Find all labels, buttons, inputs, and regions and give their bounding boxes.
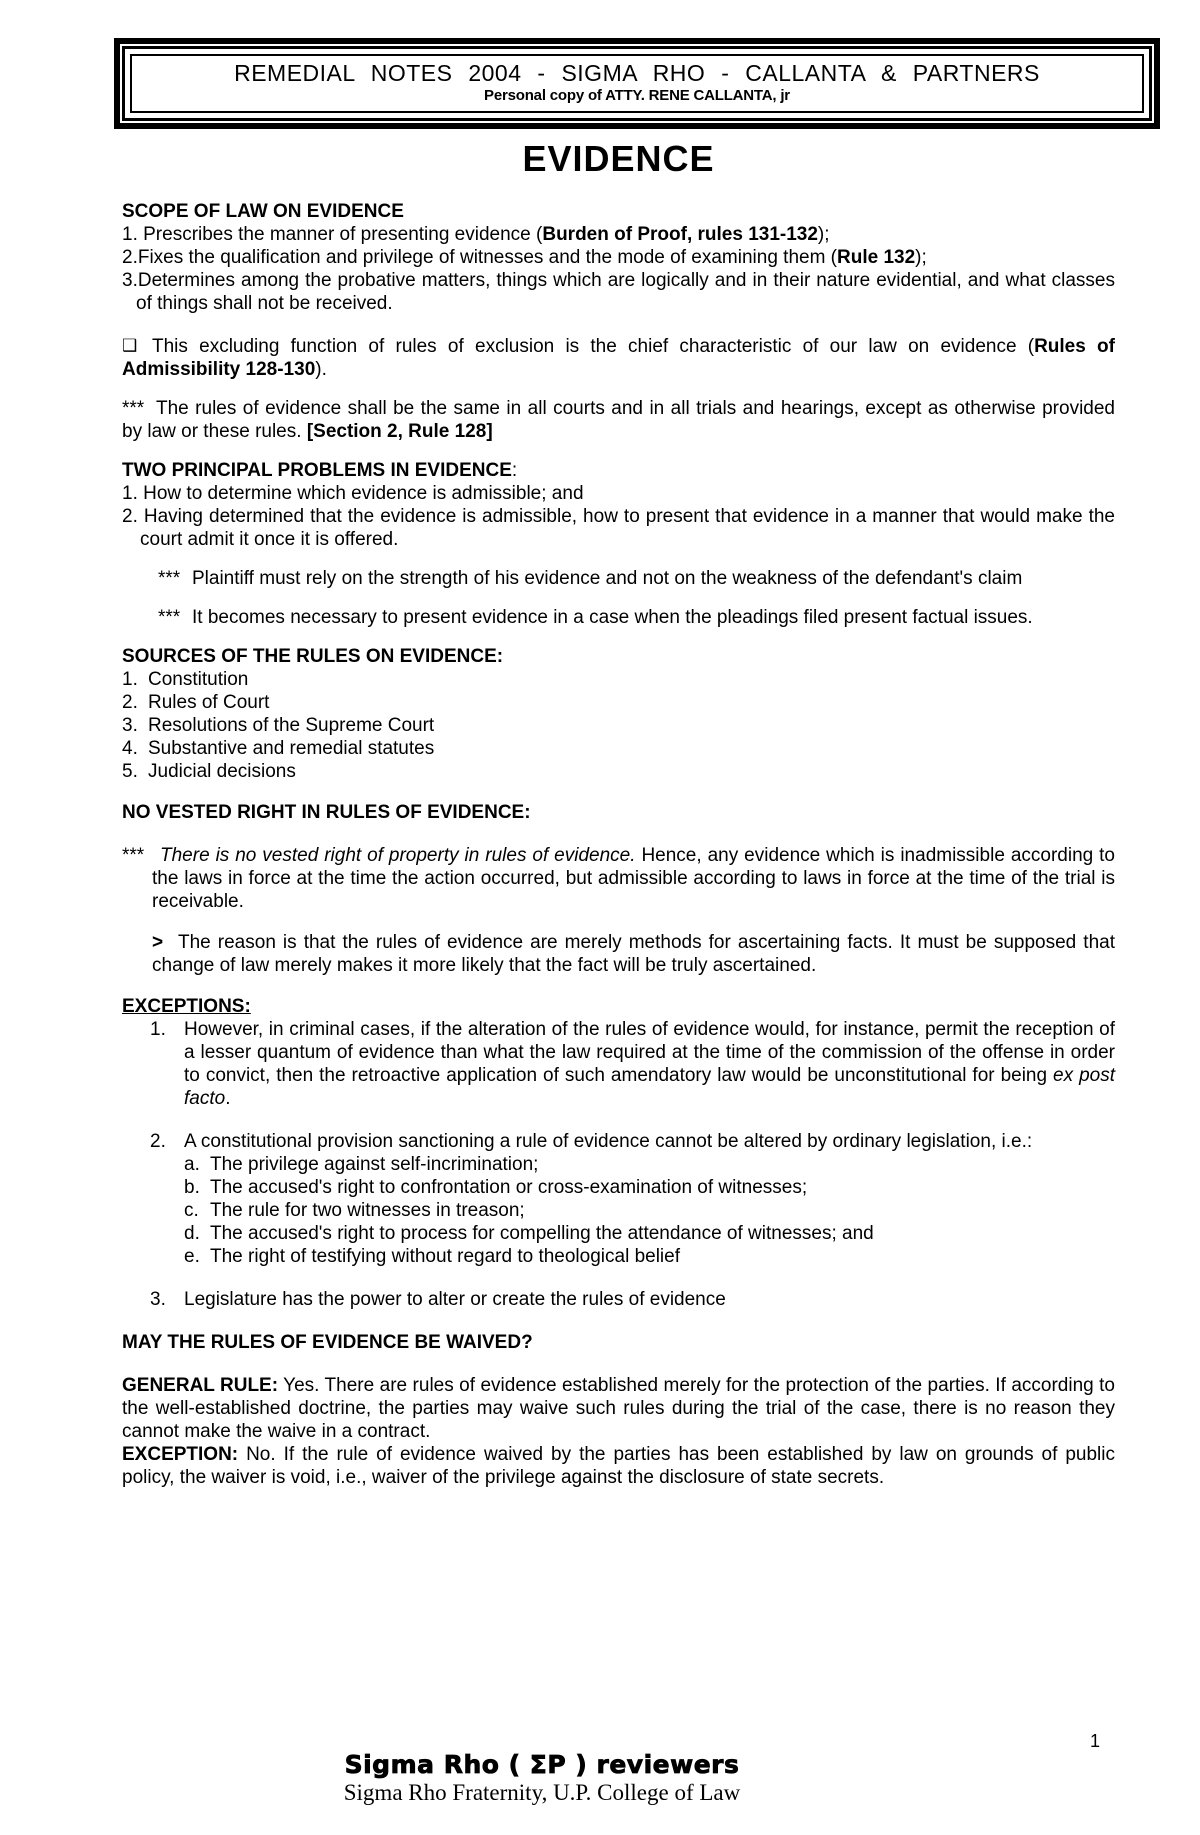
exceptions-subitem-text: The accused's right to process for compelling the attendance of witnesses; and — [210, 1223, 874, 1244]
item-number: 3. — [150, 1289, 166, 1310]
header-banner-mid — [122, 46, 1152, 121]
item-number: 5. — [122, 761, 138, 782]
item-number: 4. — [122, 738, 138, 759]
no-vested-note-text: Hence, any evidence which is inadmissible according to the laws in force at the time the action occurred, but admissible according to laws in force at the time of the trial is receivable. — [152, 845, 1115, 912]
heading-colon: : — [511, 460, 518, 481]
item-letter: d. — [184, 1223, 200, 1244]
source-item — [122, 714, 1115, 737]
source-item — [122, 691, 1115, 714]
no-vested-reason — [152, 931, 1115, 977]
two-problems-item-1: 1. How to determine which evidence is admissible; and — [122, 483, 584, 504]
no-vested-note — [122, 844, 1115, 913]
italic-phrase: ex post facto — [184, 1065, 1115, 1109]
excluding-text: This excluding function of rules of exclusion is the chief characteristic of our law on evidence ( — [152, 336, 1035, 357]
source-item-text: Rules of Court — [148, 692, 270, 713]
excluding-paragraph — [122, 335, 1115, 381]
exception-text: No. If the rule of evidence waived by the parties has been established by law on grounds of public policy, the waiver is void, i.e., waiver of the privilege against the disclosure of state secrets. — [122, 1444, 1115, 1488]
page-footer — [122, 1750, 962, 1807]
scope-item-1-end: ); — [817, 224, 830, 245]
source-item-text: Judicial decisions — [148, 761, 296, 782]
scope-heading: SCOPE OF LAW ON EVIDENCE — [122, 201, 404, 222]
item-number: 3. — [122, 715, 138, 736]
exceptions-subitem-text: The rule for two witnesses in treason; — [210, 1200, 525, 1221]
no-vested-heading: NO VESTED RIGHT IN RULES OF EVIDENCE: — [122, 802, 531, 823]
sources-heading: SOURCES OF THE RULES ON EVIDENCE: — [122, 646, 504, 667]
source-item-text: Constitution — [148, 669, 249, 690]
asterisk-marker: *** — [122, 845, 145, 866]
item-number: 1. — [150, 1019, 166, 1040]
source-item-text: Substantive and remedial statutes — [148, 738, 435, 759]
footer-organization: Sigma Rho Fraternity, U.P. College of Law — [343, 1780, 741, 1805]
header-title: REMEDIAL NOTES 2004 - SIGMA RHO - CALLANTA & PARTNERS — [234, 60, 1040, 86]
italic-phrase: There is no vested right of property in rules of evidence. — [160, 845, 636, 866]
bold-ref: Rules of Admissibility 128-130 — [122, 336, 1115, 380]
waiver-heading: MAY THE RULES OF EVIDENCE BE WAIVED? — [122, 1332, 533, 1353]
item-letter: e. — [184, 1246, 200, 1267]
item-letter: c. — [184, 1200, 199, 1221]
scope-item-2-text: 2.Fixes the qualification and privilege of witnesses and the mode of examining them ( — [122, 247, 838, 268]
source-item — [122, 668, 1115, 691]
exceptions-item-2 — [122, 1130, 1115, 1153]
note-plaintiff — [122, 567, 1115, 590]
scope-item-2 — [122, 246, 1115, 269]
header-subtitle: Personal copy of ATTY. RENE CALLANTA, jr — [484, 87, 790, 104]
exceptions-subitem-text: The accused's right to confrontation or cross-examination of witnesses; — [210, 1177, 808, 1198]
item-number: 2. — [122, 692, 138, 713]
general-rule-text: Yes. There are rules of evidence established merely for the protection of the parties. If according to the well-established doctrine, the parties may waive such rules during the trial of the case, there is no reason they cannot make the waive in a contract. — [122, 1375, 1115, 1442]
exceptions-subitem — [184, 1153, 1115, 1176]
two-problems-heading — [122, 459, 1115, 482]
asterisk-marker: *** — [122, 398, 145, 419]
item-number: 1. — [122, 669, 138, 690]
scope-item-2-end: ); — [915, 247, 927, 268]
arrow-marker: > — [152, 932, 164, 953]
general-rule-label: GENERAL RULE: — [122, 1375, 279, 1396]
exception-paragraph — [122, 1443, 1115, 1489]
bold-ref: Burden of Proof, rules 131-132 — [542, 224, 818, 245]
page-title: EVIDENCE — [522, 138, 715, 179]
ballot-box-icon: ❑ — [122, 336, 138, 355]
exceptions-subitem-text: The privilege against self-incrimination; — [210, 1154, 539, 1175]
item-letter: a. — [184, 1154, 200, 1175]
source-item — [122, 737, 1115, 760]
bold-ref: Rule 132 — [837, 247, 916, 268]
item-number: 2. — [150, 1131, 166, 1152]
exceptions-item-1 — [122, 1018, 1115, 1110]
same-courts-text: The rules of evidence shall be the same in all courts and in all trials and hearings, except as otherwise provided by law or these rules. — [122, 398, 1115, 442]
exception-label: EXCEPTION: — [122, 1444, 239, 1465]
scope-item-1 — [122, 223, 1115, 246]
excluding-end: ). — [315, 359, 327, 380]
asterisk-marker: *** — [158, 568, 181, 589]
exceptions-subitem — [184, 1245, 1115, 1268]
item-letter: b. — [184, 1177, 200, 1198]
two-problems-item-2: 2. Having determined that the evidence is admissible, how to present that evidence in a manner that would make the court admit it once it is offered. — [122, 506, 1115, 550]
exceptions-item-3 — [122, 1288, 1115, 1311]
two-problems-heading-text: TWO PRINCIPAL PROBLEMS IN EVIDENCE — [122, 460, 512, 481]
note-pleadings — [122, 606, 1115, 629]
exceptions-heading: EXCEPTIONS: — [122, 996, 251, 1017]
source-item-text: Resolutions of the Supreme Court — [148, 715, 435, 736]
exceptions-item-2-text: A constitutional provision sanctioning a rule of evidence cannot be altered by ordinary legislation, i.e.: — [184, 1131, 1033, 1152]
source-item — [122, 760, 1115, 783]
note-plaintiff-text: Plaintiff must rely on the strength of his evidence and not on the weakness of the defendant's claim — [192, 568, 1023, 589]
footer-brand: Sigma Rho ( ΣP ) reviewers — [344, 1750, 740, 1779]
exceptions-subitem — [184, 1222, 1115, 1245]
bold-ref: [Section 2, Rule 128] — [306, 421, 493, 442]
same-courts-note — [122, 397, 1115, 443]
no-vested-reason-text: The reason is that the rules of evidence are merely methods for ascertaining facts. It must be supposed that change of law merely makes it more likely that the fact will be truly ascertained. — [152, 932, 1115, 976]
page-number: 1 — [1090, 1731, 1101, 1751]
header-banner — [114, 38, 1160, 129]
scope-item-3: 3.Determines among the probative matters, things which are logically and in their nature evidential, and what classes of things shall not be received. — [122, 270, 1115, 314]
note-pleadings-text: It becomes necessary to present evidence in a case when the pleadings filed present factual issues. — [192, 607, 1033, 628]
exceptions-subitem-text: The right of testifying without regard to theological belief — [210, 1246, 680, 1267]
asterisk-marker: *** — [158, 607, 181, 628]
exceptions-subitem — [184, 1199, 1115, 1222]
exceptions-item-1-end: . — [225, 1088, 231, 1109]
scope-item-1-text: 1. Prescribes the manner of presenting evidence ( — [122, 224, 543, 245]
exceptions-item-3-text: Legislature has the power to alter or create the rules of evidence — [184, 1289, 726, 1310]
exceptions-subitem — [184, 1176, 1115, 1199]
exceptions-item-1-text: However, in criminal cases, if the alteration of the rules of evidence would, for instance, permit the reception of a lesser quantum of evidence than what the law required at the time of the commission of the offense in order to convict, then the retroactive application of such amendatory law would be unconstitutional for being — [184, 1019, 1115, 1086]
document-body — [122, 128, 1115, 1489]
header-banner-inner — [130, 54, 1144, 113]
general-rule-paragraph — [122, 1374, 1115, 1443]
